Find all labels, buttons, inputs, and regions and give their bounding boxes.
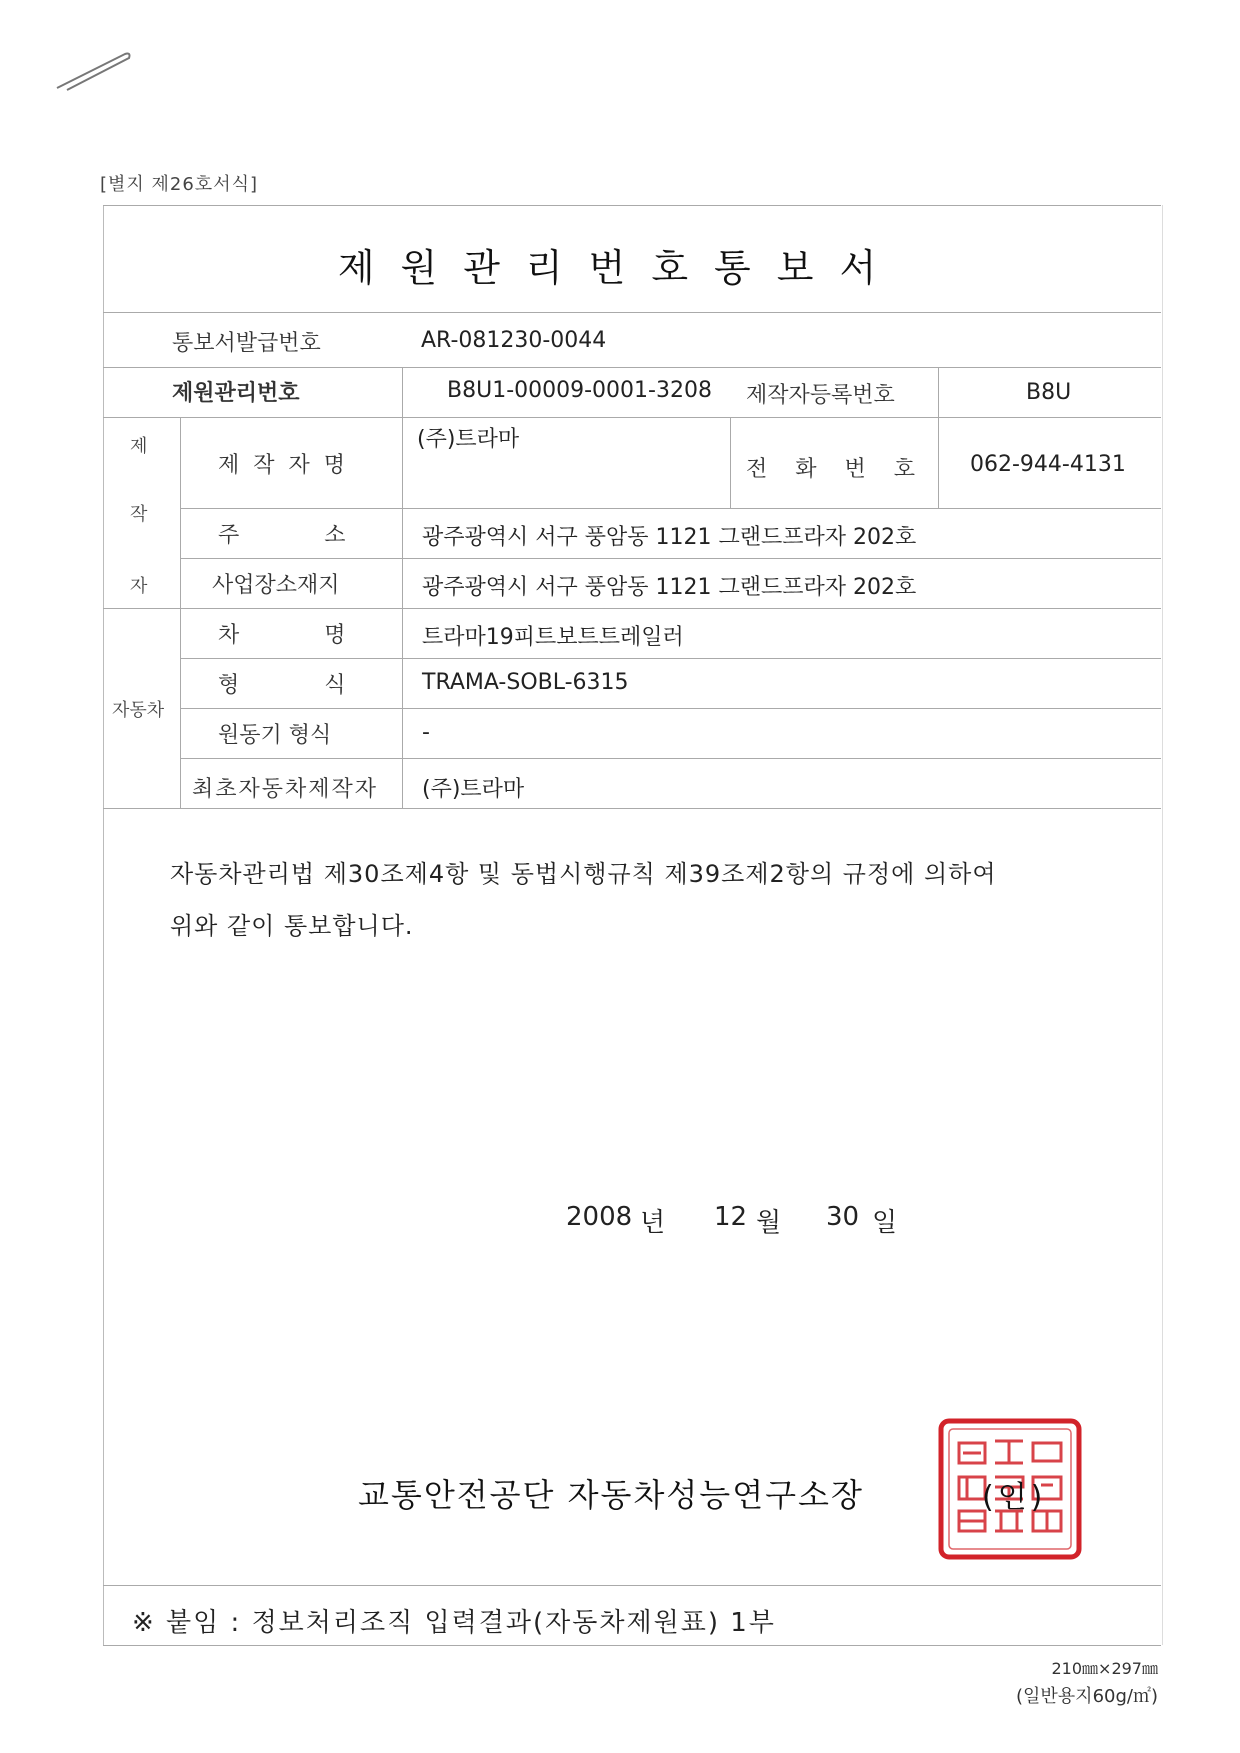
manufacturer-group-label-1: 제 [130,436,148,457]
address-label: 주 소 [218,523,346,548]
document-title: 제원관리번호통보서 [337,246,903,290]
vehicle-name-label: 차 명 [218,623,346,648]
col-label-divider [402,367,403,808]
rule-row-5 [103,608,1161,609]
rule-attach-top [103,1585,1161,1586]
col-phone-divider-b [938,367,939,508]
date-day-unit: 일 [872,1208,898,1238]
col-phone-divider-a [730,417,731,508]
first-maker-label: 최초자동차제작자 [192,777,379,802]
engine-type-label: 원동기 형식 [218,723,332,748]
statement-line-1: 자동차관리법 제30조제4항 및 동법시행규칙 제39조제2항의 규정에 의하여 [170,860,997,888]
date-month-unit: 월 [756,1208,782,1238]
paper-clip-mark [55,50,135,95]
rule-attach-bottom [103,1645,1161,1646]
phone-value: 062-944-4131 [970,452,1126,477]
form-number: [별지 제26호서식] [100,174,258,195]
date-year-unit: 년 [640,1208,666,1238]
maker-registration-label: 제작자등록번호 [746,383,895,408]
phone-label: 전화번호 [746,457,944,482]
spec-number-label: 제원관리번호 [172,381,300,406]
rule-row-3 [180,508,1161,509]
notice-number-value: AR-081230-0044 [421,328,607,353]
rule-top [103,205,1161,206]
maker-registration-value: B8U [1026,380,1072,405]
attachment-note: ※ 붙임 : 정보처리조직 입력결과(자동차제원표) 1부 [132,1608,776,1638]
business-location-label: 사업장소재지 [212,573,340,598]
date-year: 2008 [566,1202,633,1232]
maker-name-label: 제작자명 [218,453,360,478]
maker-name-value: (주)트라마 [417,427,520,452]
issuer-name: 교통안전공단 자동차성능연구소장 [358,1476,864,1514]
spec-number-value: B8U1-00009-0001-3208 [447,378,712,403]
notice-number-label: 통보서발급번호 [172,331,321,356]
manufacturer-group-label-3: 자 [130,576,148,597]
rule-table-bottom [103,808,1161,809]
rule-row-4 [180,558,1161,559]
vehicle-group-label: 자동차 [112,700,165,721]
paper-weight: (일반용지60g/㎡) [1016,1686,1158,1707]
statement-text [170,848,1130,952]
paper-size: 210㎜×297㎜ [1051,1659,1158,1678]
vehicle-model-label: 형 식 [218,673,346,698]
address-value: 광주광역시 서구 풍암동 1121 그랜드프라자 202호 [422,525,917,550]
statement-line-2: 위와 같이 통보합니다. [170,912,414,940]
first-maker-value: (주)트라마 [422,777,525,802]
seal-mark: (인) [982,1480,1047,1515]
vehicle-name-value: 트라마19피트보트트레일러 [422,625,684,650]
date-month: 12 [714,1202,748,1232]
col-side-divider [180,417,181,808]
rule-row-7 [180,708,1161,709]
rule-title-bottom [103,312,1161,313]
business-location-value: 광주광역시 서구 풍암동 1121 그랜드프라자 202호 [422,575,917,600]
rule-row-6 [180,658,1161,659]
rule-row-8 [180,758,1161,759]
date-day: 30 [826,1202,860,1232]
engine-type-value: - [422,720,430,745]
vehicle-model-value: TRAMA-SOBL-6315 [422,670,629,695]
manufacturer-group-label-2: 작 [130,504,148,525]
rule-row-2 [103,417,1161,418]
rule-row-1 [103,367,1161,368]
